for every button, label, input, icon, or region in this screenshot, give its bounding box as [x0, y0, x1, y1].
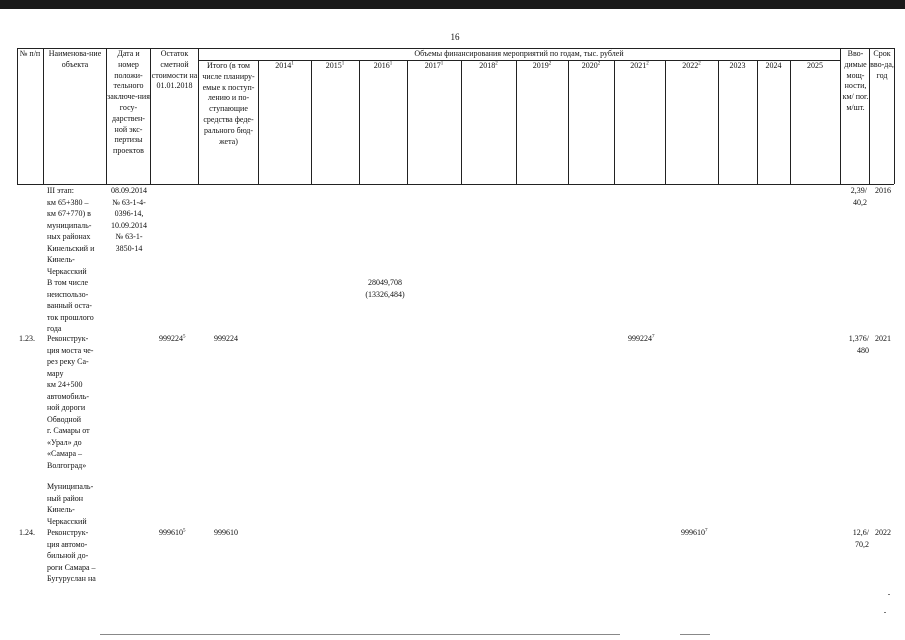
row-term-1-23: 2021	[875, 334, 891, 343]
col-border	[894, 48, 895, 184]
row-term-stage3: 2016	[875, 186, 891, 195]
row-name-1-23: Реконструк- ция моста че- рез реку Са- мару км 24+500 автомобиль- ной дороги Обводной г. Самары от «Урал» до «Самара – Волгоград»	[47, 334, 94, 470]
row-name-1-23-district: Муниципаль- ный район Кинель- Черкасский	[47, 482, 94, 526]
scan-artifact-dot	[884, 612, 886, 613]
row-date-stage3: 08.09.2014 № 63-1-4- 0396-14, 10.09.2014 № 63-1- 3850-14	[111, 186, 147, 253]
header-year-2016: 2016$^1$	[373, 61, 393, 70]
header-name: Наименова-ние объекта	[48, 49, 102, 69]
row-name-1-24: Реконструк- ция автомо- бильной до- роги Самара – Бугуруслан на	[47, 528, 96, 583]
col-border	[407, 60, 408, 184]
header-remainder: Остаток сметной стоимости на 01.01.2018	[151, 49, 198, 91]
row-name-stage3: III этап: км 65+380 – км 67+770) в муниципаль- ных районах Кинельский и Кинель- Черкасский	[47, 186, 95, 276]
col-border	[516, 60, 517, 184]
row-capacity-stage3: 2,39/ 40,2	[850, 186, 867, 207]
header-year-2015: 2015$^1$	[325, 61, 345, 70]
header-year-2025: 2025	[807, 61, 823, 70]
header-year-2018: 2018$^2$	[479, 61, 498, 70]
row-total-1-23: 999224	[214, 334, 238, 343]
row-term-1-24: 2022	[875, 528, 891, 537]
header-term: Срок вво-да, год	[870, 49, 894, 80]
col-border	[665, 60, 666, 184]
row-capacity-1-23: 1,376/ 480	[848, 334, 869, 355]
col-border	[757, 60, 758, 184]
col-border	[311, 60, 312, 184]
col-border	[614, 60, 615, 184]
header-year-2014: 2014$^1$	[275, 61, 294, 70]
scan-artifact-line	[680, 634, 710, 635]
header-year-2023: 2023	[729, 61, 746, 70]
col-border	[568, 60, 569, 184]
header-year-2020: 2020$^2$	[581, 61, 601, 70]
scan-artifact-line	[100, 634, 620, 635]
header-year-2022: 2022$^2$	[682, 61, 701, 70]
col-border	[258, 60, 259, 184]
header-year-2019: 2019$^2$	[532, 61, 552, 70]
top-black-bar	[0, 0, 905, 9]
row-no-1-23: 1.23.	[19, 334, 35, 343]
col-border	[718, 60, 719, 184]
row-capacity-1-24: 12,6/ 70,2	[852, 528, 869, 549]
row-remainder-1-23: 999224$^5$	[159, 334, 186, 343]
col-border	[17, 48, 18, 184]
header-no: № п/п	[19, 49, 41, 58]
header-total: Итого (в том числе планиру-емые к поступ-лению и по-ступающие средства феде-рального бюд-жета)	[202, 61, 255, 146]
row-year-value-1-23: 999224$^7$	[628, 334, 655, 343]
scan-artifact-dot	[888, 594, 890, 595]
col-border	[43, 48, 44, 184]
col-border	[790, 60, 791, 184]
header-year-2021: 2021$^2$	[630, 61, 649, 70]
header-group-title: Объемы финансирования мероприятий по годам, тыс. рублей	[414, 49, 624, 58]
row-year-value-1-24: 999610$^7$	[681, 528, 708, 537]
row-remainder-1-24: 999610$^5$	[159, 528, 186, 537]
col-border	[198, 48, 199, 184]
col-border	[840, 48, 841, 184]
col-border	[461, 60, 462, 184]
header-date: Дата и номер положи-тельного заключе-ния госу-дарствен-ной экс-пертизы проектов	[107, 49, 150, 156]
row-name-unused-remainder: В том числе неиспользо- ванный остa- ток прошлого года	[47, 278, 94, 333]
header-capacity: Вво-димые мощ-ности, км/ пог. м/шт.	[842, 49, 869, 112]
header-year-2017: 2017$^1$	[424, 61, 444, 70]
row-no-1-24: 1.24.	[19, 528, 35, 537]
row-value-2016: 28049,708 (13326,484)	[365, 278, 405, 299]
row-total-1-24: 999610	[214, 528, 238, 537]
page-number: 16	[450, 32, 460, 42]
header-year-2024: 2024	[765, 61, 782, 70]
col-border	[359, 60, 360, 184]
